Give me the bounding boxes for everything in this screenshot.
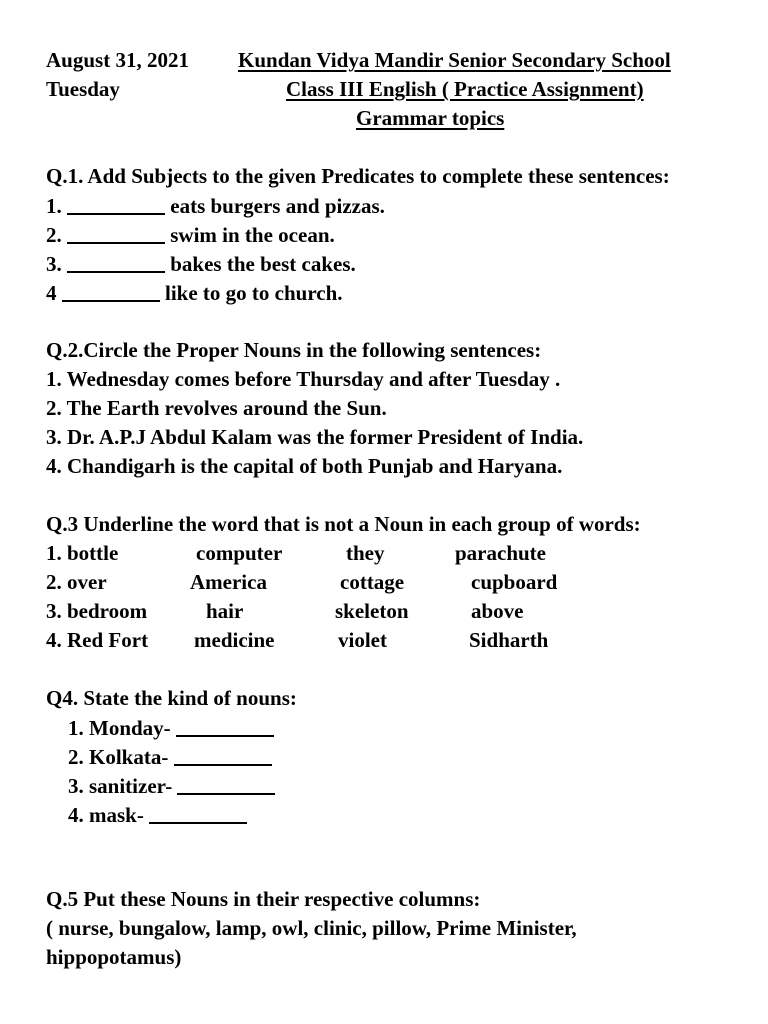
q3-word: above: [471, 599, 524, 623]
q5-title: Q.5 Put these Nouns in their respective columns:: [46, 887, 481, 911]
q3-word: 2. over: [46, 570, 107, 594]
answer-blank: [67, 222, 165, 244]
q3-word: Sidharth: [469, 628, 549, 652]
q4-item: [68, 800, 247, 830]
q2-item: 1. Wednesday comes before Thursday and after Tuesday .: [46, 367, 561, 391]
class-line: Class III English ( Practice Assignment): [286, 77, 644, 101]
q4-item-label: 4. mask-: [68, 803, 144, 827]
date: August 31, 2021: [46, 48, 189, 72]
q1-item-text: bakes the best cakes.: [170, 252, 356, 276]
q5-noun-list-continued: hippopotamus): [46, 945, 182, 969]
q2-item: 3. Dr. A.P.J Abdul Kalam was the former President of India.: [46, 425, 584, 449]
q1-item: [46, 220, 335, 250]
q3-word: 4. Red Fort: [46, 628, 149, 652]
q3-word: 3. bedroom: [46, 599, 148, 623]
answer-blank: [174, 744, 272, 766]
q3-word: medicine: [194, 628, 275, 652]
q4-item: [68, 771, 275, 801]
q3-word: America: [190, 570, 267, 594]
q1-item-number: 4: [46, 281, 57, 305]
answer-blank: [67, 251, 165, 273]
q1-item-text: like to go to church.: [165, 281, 343, 305]
q3-word: cupboard: [471, 570, 558, 594]
q1-item-number: 3.: [46, 252, 62, 276]
q1-item: [46, 278, 343, 308]
q3-word: cottage: [340, 570, 405, 594]
q3-word: parachute: [455, 541, 546, 565]
q2-item: 2. The Earth revolves around the Sun.: [46, 396, 387, 420]
answer-blank: [176, 715, 274, 737]
q3-word: computer: [196, 541, 283, 565]
q1-item-text: eats burgers and pizzas.: [170, 194, 385, 218]
q4-item-label: 2. Kolkata-: [68, 745, 169, 769]
q3-word: violet: [338, 628, 387, 652]
day: Tuesday: [46, 77, 120, 101]
q3-word: 1. bottle: [46, 541, 119, 565]
answer-blank: [149, 802, 247, 824]
q4-item-label: 3. sanitizer-: [68, 774, 173, 798]
answer-blank: [67, 193, 165, 215]
topic-title: Grammar topics: [356, 106, 505, 130]
q1-item: [46, 249, 356, 279]
answer-blank: [177, 773, 275, 795]
q5-noun-list: ( nurse, bungalow, lamp, owl, clinic, pillow, Prime Minister,: [46, 916, 577, 940]
q1-item-number: 2.: [46, 223, 62, 247]
q3-word: skeleton: [335, 599, 409, 623]
q3-word: they: [346, 541, 385, 565]
q3-word: hair: [206, 599, 244, 623]
q1-item-number: 1.: [46, 194, 62, 218]
answer-blank: [62, 280, 160, 302]
q4-title: Q4. State the kind of nouns:: [46, 686, 297, 710]
q3-title: Q.3 Underline the word that is not a Noun in each group of words:: [46, 512, 641, 536]
school-name: Kundan Vidya Mandir Senior Secondary School: [238, 48, 671, 72]
q4-item: [68, 742, 272, 772]
q1-item: [46, 191, 385, 221]
q4-item-label: 1. Monday-: [68, 716, 171, 740]
q1-title: Q.1. Add Subjects to the given Predicates to complete these sentences:: [46, 164, 670, 188]
q4-item: [68, 713, 274, 743]
q2-item: 4. Chandigarh is the capital of both Punjab and Haryana.: [46, 454, 563, 478]
q1-item-text: swim in the ocean.: [170, 223, 335, 247]
q2-title: Q.2.Circle the Proper Nouns in the following sentences:: [46, 338, 542, 362]
